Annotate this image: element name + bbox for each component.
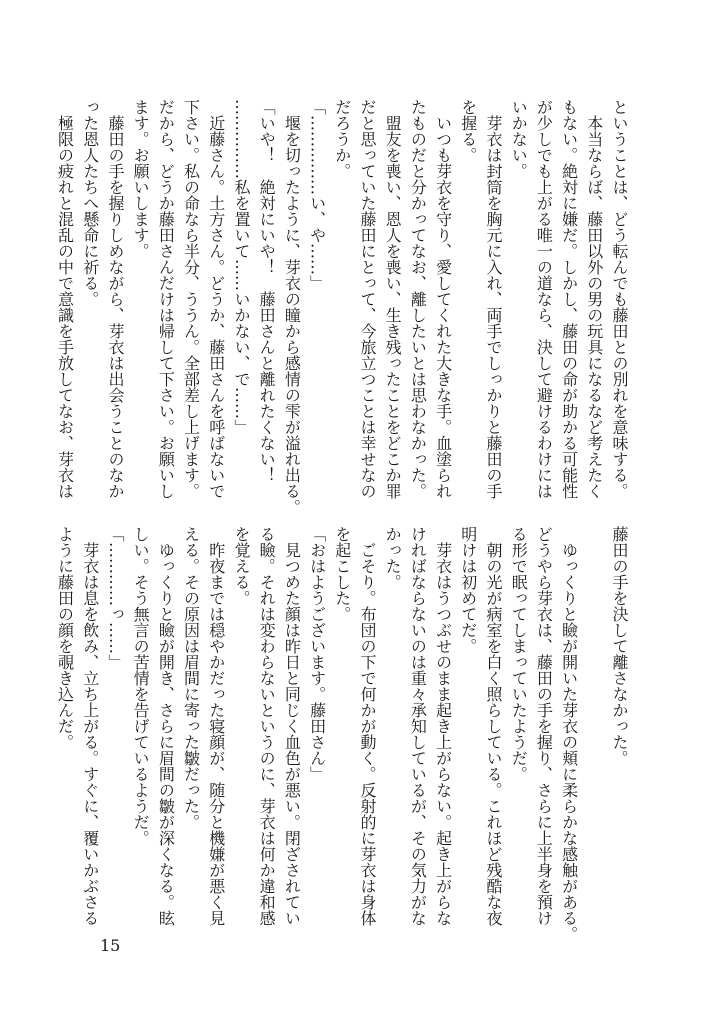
- upper-text-line: 下さい。私の命なら半分、ううん。全部差し上げます。: [181, 99, 201, 499]
- upper-text-line: 極限の疲れと混乱の中で意識を手放してなお、芽衣は: [55, 99, 75, 499]
- upper-text-line: を握る。: [458, 99, 478, 163]
- upper-text-line: った恩人たちへ懸命に祈る。: [80, 99, 100, 307]
- upper-text-line: 藤田の手を握りしめながら、芽衣は出会うことのなか: [105, 99, 125, 499]
- lower-text-line: ゆっくりと瞼が開いた芽衣の頬に柔らかな感触がある。: [559, 526, 579, 942]
- lower-text-line: 朝の光が病室を白く照らしている。これほど残酷な夜: [483, 526, 503, 926]
- upper-text-block: [55, 99, 632, 515]
- lower-text-line: 藤田の手を決して離さなかった。: [610, 526, 629, 766]
- lower-text-line: 見つめた顔は昨日と同じく血色が悪い。閉ざされてい: [282, 526, 302, 926]
- lower-text-line: 明けは初めてだ。: [458, 526, 478, 654]
- upper-text-line: ということは、どう転んでも藤田との別れを意味する。: [610, 99, 629, 499]
- lower-text-line: る瞼。それは変わらないというのに、芽衣は何か違和感: [257, 526, 277, 926]
- upper-text-line: もない。絶対に嫌だ。しかし、藤田の命が助かる可能性: [559, 99, 579, 499]
- upper-text-line: ます。お願いします。: [131, 99, 151, 259]
- upper-text-line: たものだと分かってなお、離したいとは思わなかった。: [408, 99, 428, 499]
- lower-text-line: ければならないのは重々承知しているが、その気力がな: [408, 526, 428, 926]
- upper-text-line: 芽衣は封筒を胸元に入れ、両手でしっかりと藤田の手: [483, 99, 503, 499]
- upper-text-line: 本当ならば、藤田以外の男の玩具になるなど考えたく: [584, 99, 604, 499]
- lower-text-line: ごそり。布団の下で何かが動く。反射的に芽衣は身体: [357, 526, 377, 926]
- upper-text-line: だろうか。: [332, 99, 352, 179]
- lower-text-line: える。その原因は眉間に寄った皺だった。: [181, 526, 201, 830]
- lower-text-line: を覚える。: [231, 526, 251, 606]
- upper-text-line: いつも芽衣を守り、愛してくれた大きな手。血塗られ: [433, 99, 453, 499]
- upper-text-line: 「いや！ 絶対にいや！ 藤田さんと離れたくない！: [257, 99, 277, 483]
- upper-text-line: だと思っていた藤田にとって、今旅立つことは幸せなの: [357, 99, 377, 499]
- lower-text-block: [55, 526, 632, 942]
- upper-text-line: 近藤さん。土方さん。どうか、藤田さんを呼ばないで: [206, 99, 226, 499]
- upper-text-line: が少しでも上がる唯一の道なら、決して避けるわけには: [534, 99, 554, 499]
- upper-text-line: だから、どうか藤田さんだけは帰して下さい。お願いし: [156, 99, 176, 499]
- upper-text-line: 盟友を喪い、恩人を喪い、生き残ったことをどこか罪: [383, 99, 403, 499]
- lower-text-line: 「…………っ……」: [105, 526, 125, 670]
- lower-text-line: 「おはようございます。藤田さん」: [307, 526, 327, 782]
- lower-text-line: どうやら芽衣は、藤田の手を握り、さらに上半身を預け: [534, 526, 554, 926]
- lower-text-line: 昨夜までは穏やかだった寝顔が、随分と機嫌が悪く見: [206, 526, 226, 926]
- upper-text-line: ……………私を置いて……いかない、で……」: [231, 99, 251, 435]
- lower-text-line: 芽衣は息を飲み、立ち上がる。すぐに、覆いかぶさる: [80, 526, 100, 926]
- lower-text-line: る形で眠ってしまっていたようだ。: [509, 526, 529, 782]
- upper-text-line: 「……………い、や……」: [307, 99, 327, 291]
- upper-text-line: 堰を切ったように、芽衣の瞳から感情の雫が溢れ出る。: [282, 99, 302, 515]
- page-number: 15: [100, 936, 121, 955]
- lower-text-line: ゆっくりと瞼が開き、さらに眉間の皺が深くなる。眩: [156, 526, 176, 926]
- lower-text-line: を起こした。: [332, 526, 352, 622]
- lower-text-line: ように藤田の顔を覗き込んだ。: [55, 526, 75, 750]
- lower-text-line: かった。: [383, 526, 403, 590]
- upper-text-line: いかない。: [509, 99, 529, 179]
- lower-text-line: しい。そう無言の苦情を告げているようだ。: [131, 526, 151, 846]
- lower-text-line: 芽衣はうつぶせのまま起き上がらない。起き上がらな: [433, 526, 453, 926]
- lower-text-line: [582, 526, 607, 940]
